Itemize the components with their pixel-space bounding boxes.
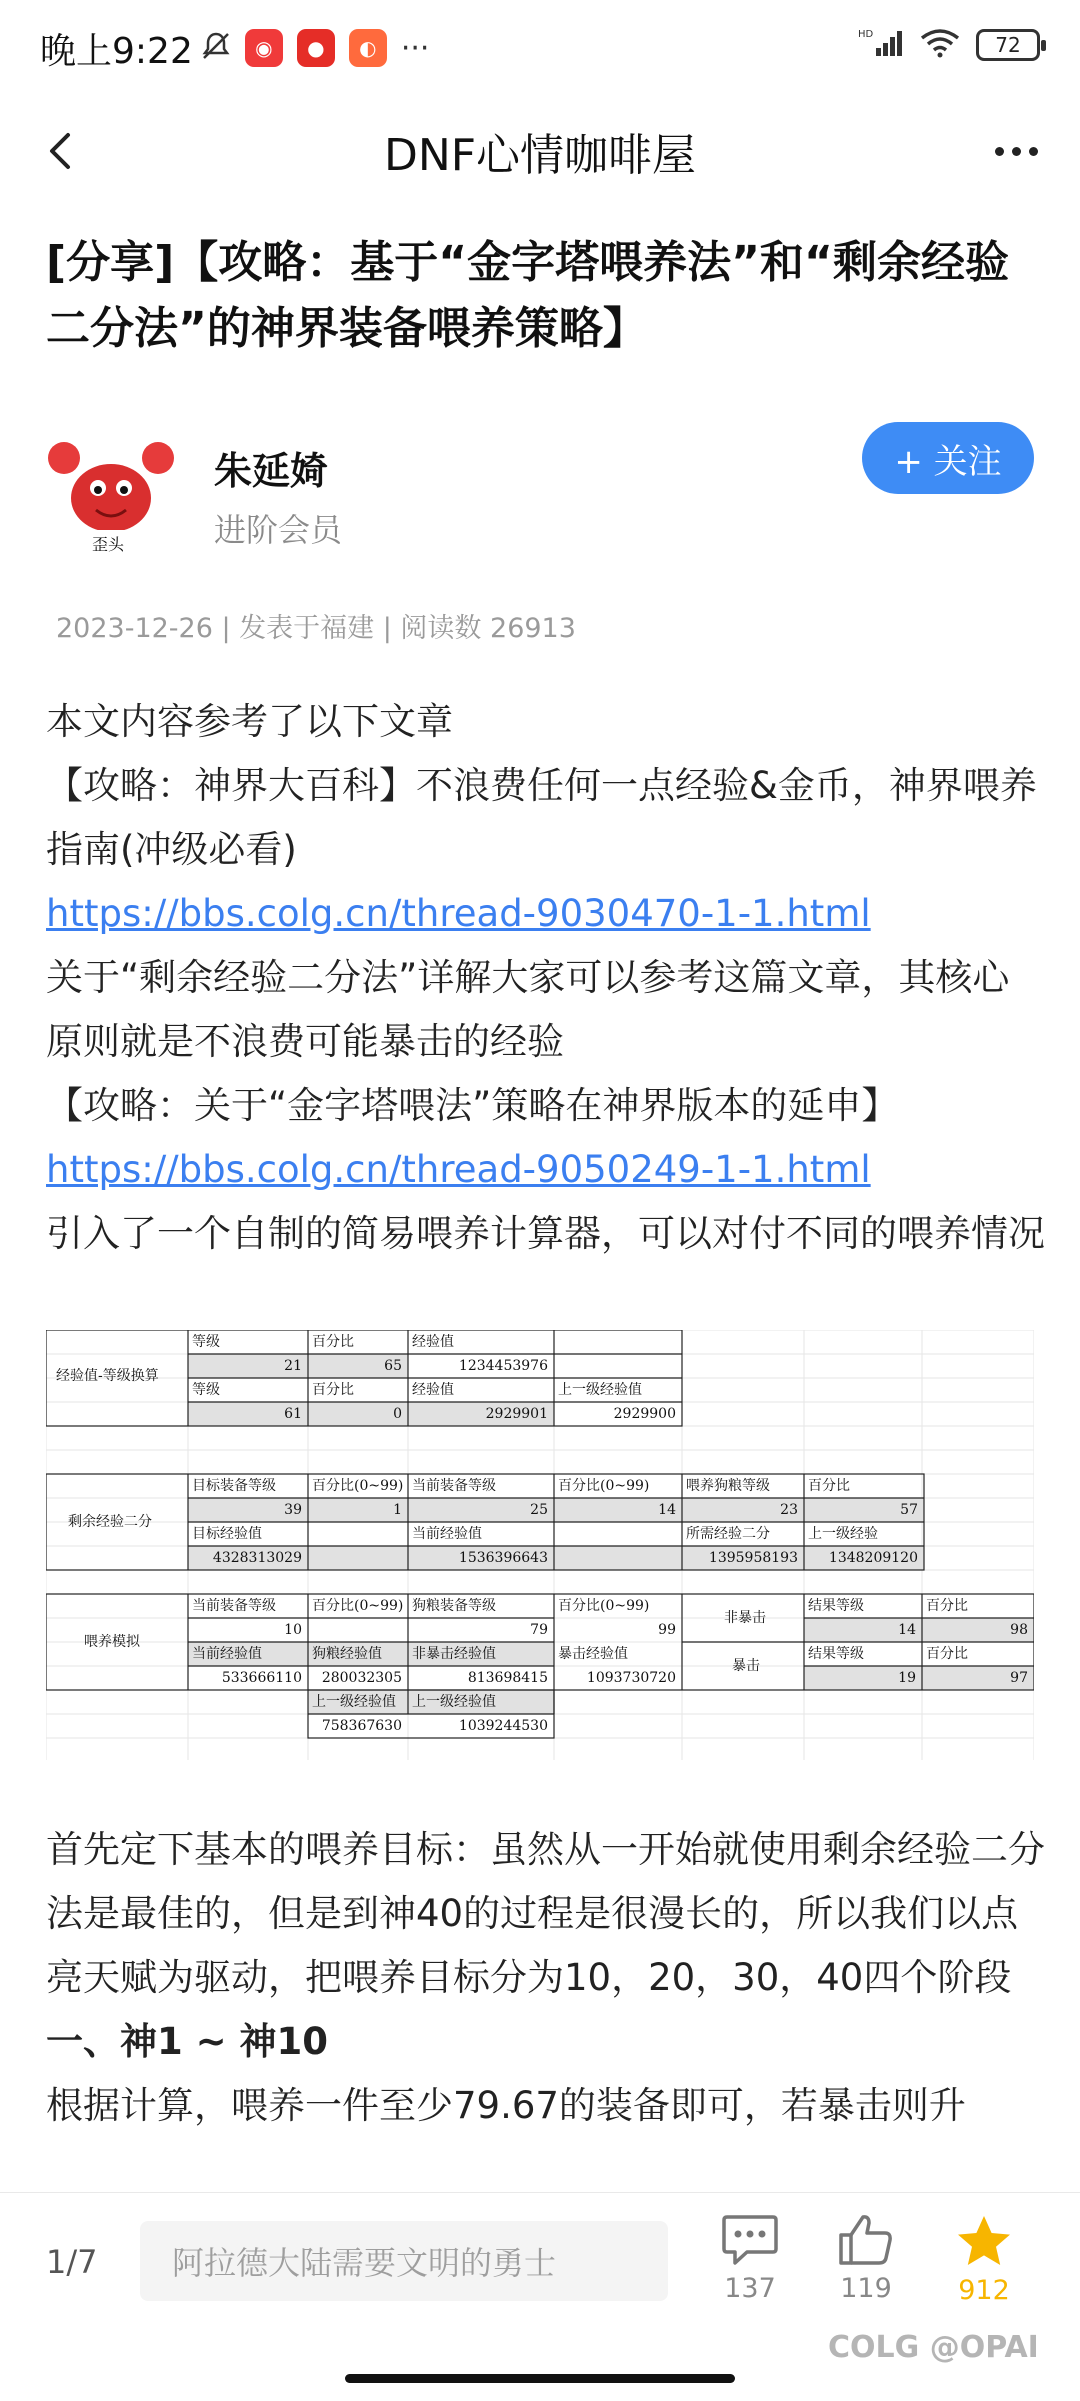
favorite-button[interactable] bbox=[934, 2213, 1034, 2306]
column-header: 结果等级 bbox=[808, 1646, 864, 1662]
cell-value: 61 bbox=[284, 1406, 302, 1422]
cell-value: 1234453976 bbox=[458, 1358, 548, 1374]
column-header: 百分比(0~99) bbox=[312, 1598, 404, 1614]
reference-link[interactable]: https://bbs.colg.cn/thread-9050249-1-1.html bbox=[46, 1148, 871, 1191]
cell-value: 4328313029 bbox=[212, 1550, 302, 1566]
column-header: 狗粮装备等级 bbox=[412, 1598, 496, 1614]
comment-button[interactable] bbox=[700, 2213, 800, 2304]
column-header: 百分比 bbox=[312, 1334, 354, 1350]
favorite-count: 912 bbox=[958, 2275, 1010, 2306]
paragraph: 本文内容参考了以下文章 bbox=[46, 700, 453, 743]
wifi-icon bbox=[920, 28, 960, 62]
cell-value: 14 bbox=[898, 1622, 916, 1638]
reference-link[interactable]: https://bbs.colg.cn/thread-9030470-1-1.html bbox=[46, 892, 871, 935]
more-dot bbox=[995, 147, 1004, 156]
section-label: 喂养模拟 bbox=[84, 1634, 140, 1650]
comment-icon bbox=[721, 2213, 779, 2267]
column-header: 上一级经验值 bbox=[412, 1694, 496, 1710]
column-header: 百分比 bbox=[808, 1478, 850, 1494]
cell-value: 1039244530 bbox=[458, 1718, 548, 1734]
column-header: 目标经验值 bbox=[192, 1526, 262, 1542]
column-header: 结果等级 bbox=[808, 1598, 864, 1614]
app-notification-icon: ◉ bbox=[245, 29, 283, 67]
cell-value: 0 bbox=[393, 1406, 402, 1422]
nav-bar bbox=[0, 96, 1080, 206]
post-body-continued bbox=[46, 1818, 1046, 2138]
battery-indicator: 72 bbox=[976, 29, 1040, 61]
column-header: 当前装备等级 bbox=[192, 1598, 276, 1614]
svg-text:HD: HD bbox=[858, 29, 874, 40]
paragraph: 【攻略：关于“金字塔喂法”策略在神界版本的延申】 bbox=[46, 1084, 899, 1127]
status-bar bbox=[0, 0, 1080, 96]
cell-value: 758367630 bbox=[321, 1718, 402, 1734]
column-header: 所需经验二分 bbox=[686, 1526, 770, 1542]
paragraph: 首先定下基本的喂养目标：虽然从一开始就使用剩余经验二分法是最佳的，但是到神40的过程是很漫长的，所以我们以点亮天赋为驱动，把喂养目标分为10，20，30，40四个阶段 bbox=[46, 1828, 1045, 1999]
column-header: 当前经验值 bbox=[412, 1526, 482, 1542]
column-header: 狗粮经验值 bbox=[312, 1646, 382, 1662]
chevron-left-icon bbox=[46, 131, 76, 171]
column-header: 暴击经验值 bbox=[558, 1646, 628, 1662]
more-button[interactable] bbox=[986, 124, 1046, 178]
section-label: 剩余经验二分 bbox=[68, 1514, 152, 1530]
more-notifications-icon: ··· bbox=[400, 30, 430, 66]
app-notification-icon: ● bbox=[297, 29, 335, 67]
cell-value: 1395958193 bbox=[708, 1550, 798, 1566]
more-dot bbox=[1029, 147, 1038, 156]
star-icon bbox=[954, 2213, 1014, 2269]
author-name[interactable]: 朱延婍 bbox=[214, 449, 329, 493]
feeding-calculator-image[interactable] bbox=[46, 1330, 1034, 1760]
column-header: 目标装备等级 bbox=[192, 1478, 276, 1494]
section-label: 经验值-等级换算 bbox=[56, 1368, 159, 1384]
cell-value: 1348209120 bbox=[828, 1550, 918, 1566]
paragraph: 根据计算，喂养一件至少79.67的装备即可，若暴击则升 bbox=[46, 2084, 966, 2127]
cell-value: 533666110 bbox=[221, 1670, 302, 1686]
cell-value: 14 bbox=[658, 1502, 676, 1518]
cell-value: 21 bbox=[284, 1358, 302, 1374]
column-header: 喂养狗粮等级 bbox=[686, 1478, 770, 1494]
post-meta: 2023-12-26 | 发表于福建 | 阅读数 26913 bbox=[56, 613, 576, 644]
cell-value: 97 bbox=[1010, 1670, 1028, 1686]
column-header: 等级 bbox=[192, 1334, 220, 1350]
avatar-caption: 歪头 bbox=[92, 535, 125, 554]
cell-value: 65 bbox=[384, 1358, 402, 1374]
home-indicator[interactable] bbox=[345, 2374, 735, 2383]
column-header: 当前装备等级 bbox=[412, 1478, 496, 1494]
paragraph: 关于“剩余经验二分法”详解大家可以参考这篇文章，其核心原则就是不浪费可能暴击的经验 bbox=[46, 956, 1010, 1063]
cell-value: 1 bbox=[393, 1502, 402, 1518]
cell-value: 39 bbox=[284, 1502, 302, 1518]
column-header: 经验值 bbox=[412, 1334, 454, 1350]
cell-value: 280032305 bbox=[321, 1670, 402, 1686]
column-header: 等级 bbox=[192, 1382, 220, 1398]
page-title: DNF心情咖啡屋 bbox=[383, 130, 697, 181]
column-header: 百分比 bbox=[926, 1598, 968, 1614]
cell-value: 2929901 bbox=[485, 1406, 548, 1422]
column-header: 百分比 bbox=[926, 1646, 968, 1662]
cell-value: 57 bbox=[900, 1502, 918, 1518]
post-body bbox=[46, 690, 1046, 1266]
column-header: 上一级经验值 bbox=[312, 1694, 396, 1710]
cell-value: 98 bbox=[1010, 1622, 1028, 1638]
cell-value: 23 bbox=[780, 1502, 798, 1518]
bottom-action-bar bbox=[0, 2192, 1080, 2401]
column-header: 非暴击经验值 bbox=[412, 1646, 496, 1662]
thumbs-up-icon bbox=[837, 2213, 895, 2267]
follow-button[interactable]: + 关注 bbox=[862, 422, 1034, 494]
status-time: 晚上9:22 bbox=[40, 30, 193, 72]
watermark: COLG @OPAI bbox=[828, 2330, 1039, 2365]
cell-value: 19 bbox=[898, 1670, 916, 1686]
cell-value: 79 bbox=[530, 1622, 548, 1638]
column-header: 百分比(0~99) bbox=[558, 1598, 650, 1614]
column-header: 当前经验值 bbox=[192, 1646, 262, 1662]
column-header: 百分比(0~99) bbox=[558, 1478, 650, 1494]
cell-value: 813698415 bbox=[467, 1670, 548, 1686]
post-title: [分享]【攻略：基于“金字塔喂养法”和“剩余经验二分法”的神界装备喂养策略】 bbox=[46, 237, 1009, 354]
column-header: 上一级经验 bbox=[808, 1526, 878, 1542]
like-button[interactable] bbox=[816, 2213, 916, 2304]
result-label: 暴击 bbox=[732, 1658, 760, 1674]
paragraph: 【攻略：神界大百科】不浪费任何一点经验&金币，神界喂养指南(冲级必看) bbox=[46, 764, 1037, 871]
column-header: 百分比(0~99) bbox=[312, 1478, 404, 1494]
column-header: 经验值 bbox=[412, 1382, 454, 1398]
cell-value: 99 bbox=[658, 1622, 676, 1638]
cell-value: 1536396643 bbox=[458, 1550, 548, 1566]
page-indicator[interactable]: 1/7 bbox=[46, 2243, 98, 2281]
paragraph: 引入了一个自制的简易喂养计算器，可以对付不同的喂养情况 bbox=[46, 1212, 1045, 1255]
app-notification-icon: ◐ bbox=[349, 29, 387, 67]
comment-count: 137 bbox=[724, 2273, 776, 2304]
mute-icon bbox=[199, 29, 233, 67]
signal-icon bbox=[858, 28, 904, 62]
result-label: 非暴击 bbox=[724, 1610, 766, 1626]
cell-value: 1093730720 bbox=[586, 1670, 676, 1686]
cell-value: 25 bbox=[530, 1502, 548, 1518]
avatar[interactable] bbox=[46, 430, 176, 560]
like-count: 119 bbox=[840, 2273, 892, 2304]
column-header: 上一级经验值 bbox=[558, 1382, 642, 1398]
cell-value: 10 bbox=[284, 1622, 302, 1638]
back-button[interactable] bbox=[36, 126, 86, 176]
author-level: 进阶会员 bbox=[214, 511, 343, 549]
cell-value: 2929900 bbox=[613, 1406, 676, 1422]
more-dot bbox=[1012, 147, 1021, 156]
column-header: 百分比 bbox=[312, 1382, 354, 1398]
comment-input[interactable]: 阿拉德大陆需要文明的勇士 bbox=[140, 2221, 668, 2301]
section-heading: 一、神1 ~ 神10 bbox=[46, 2020, 328, 2063]
